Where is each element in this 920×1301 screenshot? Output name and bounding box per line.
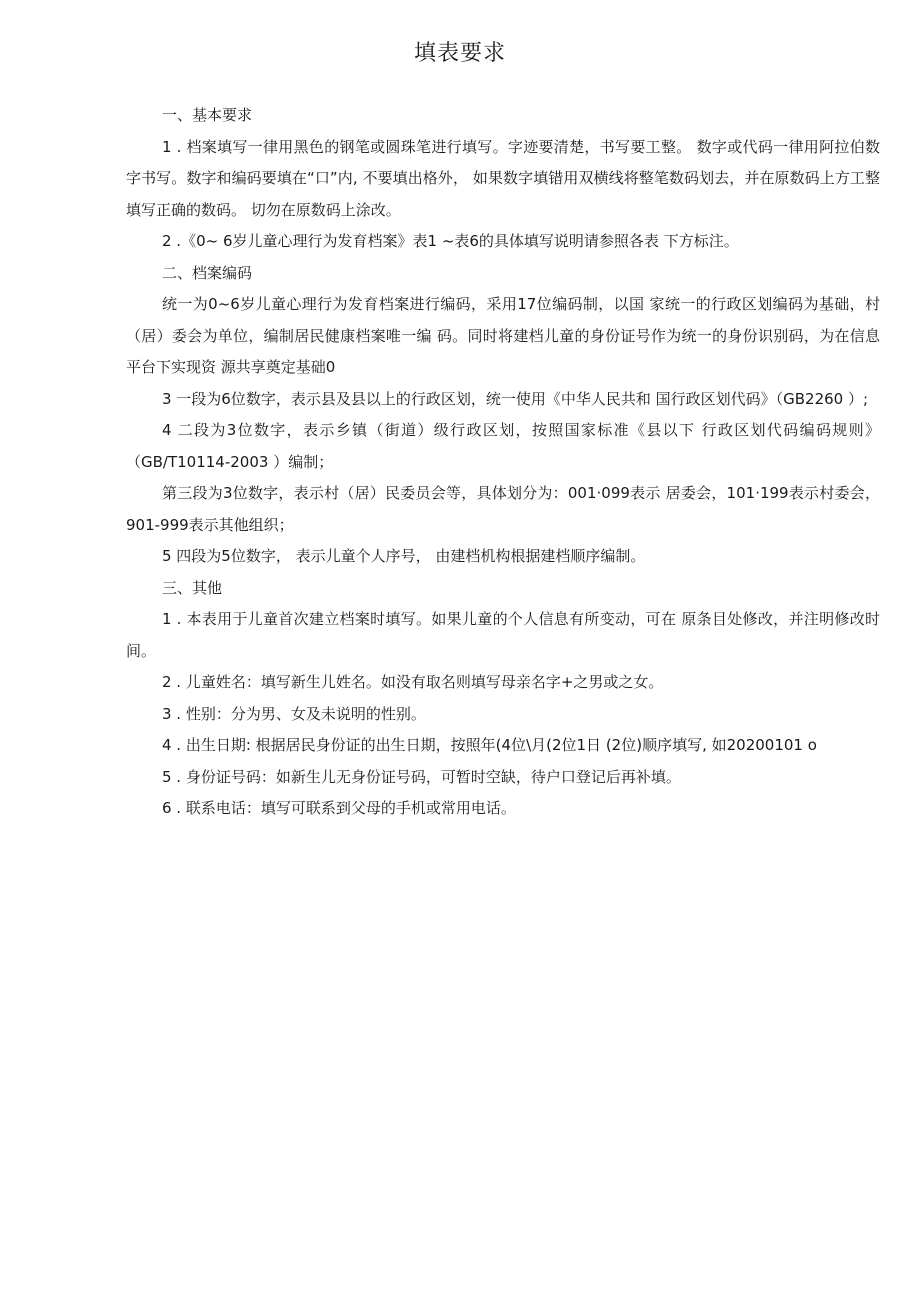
paragraph-coding-segment-2: 4 二段为3位数字，表示乡镇（街道）级行政区划，按照国家标准《县以下 行政区划代码编码规则》（GB/T10114-2003 ）编制； [126, 421, 880, 471]
paragraph-other-4: 4 . 出生日期: 根据居民身份证的出生日期，按照年(4位\月(2位1日 (2位)顺序填写, 如20200101 o [162, 736, 817, 754]
document-title: 填表要求 [413, 41, 506, 66]
paragraph-coding-segment-1: 3 一段为6位数字，表示县及县以上的行政区划，统一使用《中华人民共和 国行政区划代码》（GB2260 ）; [162, 389, 869, 408]
paragraph-other-6: 6 . 联系电话：填写可联系到父母的手机或常用电话。 [162, 799, 516, 817]
section-heading-basic: 一、基本要求 [162, 106, 253, 124]
paragraph-coding-segment-4: 5 四段为5位数字， 表示儿童个人序号， 由建档机构根据建档顺序编制。 [162, 547, 646, 565]
paragraph-other-1: 1 . 本表用于儿童首次建立档案时填写。如果儿童的个人信息有所变动，可在 原条目处修改，并注明修改时间。 [126, 610, 880, 660]
paragraph-basic-1: 1 . 档案填写一律用黑色的钢笔或圆珠笔进行填写。字迹要清楚，书写要工整。 数字或代码一律用阿拉伯数字书写。数字和编码要填在“口”内, 不要填出格外， 如果数字填错用双横线将整笔数码划去，并在原数码上方工整填写正确的数码。 切勿在原数码上涂改。 [126, 137, 880, 219]
paragraph-coding-intro: 统一为0~6岁儿童心理行为发育档案进行编码，采用17位编码制，以国 家统一的行政区划编码为基础，村（居）委会为单位，编制居民健康档案唯一编 码。同时将建档儿童的身份证号作为统一的身份识别码，为在信息平台下实现资 源共享奠定基础0 [126, 295, 880, 376]
document-body [126, 100, 880, 825]
section-heading-other: 三、其他 [162, 578, 223, 597]
section-heading-coding: 二、档案编码 [162, 263, 253, 282]
paragraph-other-3: 3 . 性别：分为男、女及未说明的性别。 [162, 704, 426, 723]
paragraph-other-5: 5 . 身份证号码：如新生儿无身份证号码，可暂时空缺，待户口登记后再补填。 [162, 767, 681, 786]
paragraph-other-2: 2 . 儿童姓名：填写新生儿姓名。如没有取名则填写母亲名字+之男或之女。 [162, 673, 664, 691]
paragraph-basic-2: 2 .《0~ 6岁儿童心理行为发育档案》表1 ~表6的具体填写说明请参照各表 下方标注。 [162, 232, 739, 250]
paragraph-coding-segment-3: 第三段为3位数字，表示村（居）民委员会等，具体划分为：001·099表示 居委会，101·199表示村委会，901-999表示其他组织； [126, 484, 880, 534]
